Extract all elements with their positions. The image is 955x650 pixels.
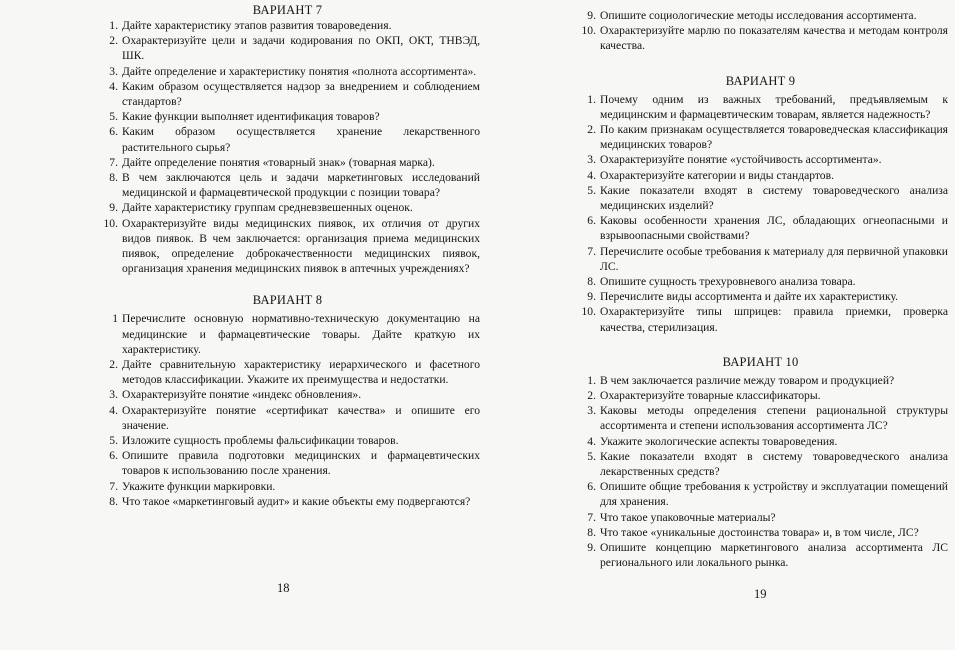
page-number-right: 19: [754, 587, 767, 601]
question-number: 2.: [587, 389, 596, 403]
question-number: 10.: [581, 305, 596, 319]
question-number: 1.: [587, 373, 596, 387]
question-text: Опишите общие требования к устройству и эксплуатации помещений для хранения.: [600, 480, 948, 509]
question-number: 1.: [109, 19, 118, 32]
question-number: 9.: [587, 9, 596, 22]
question-item: [573, 304, 948, 334]
question-number: 6.: [587, 480, 596, 494]
question-item: [573, 449, 948, 479]
question-item: [95, 18, 480, 33]
question-text: Охарактеризуйте понятие «индекс обновления».: [122, 388, 362, 402]
question-item: [95, 200, 480, 215]
page-number-left: 18: [277, 581, 290, 595]
question-text: Перечислите виды ассортимента и дайте их характеристику.: [600, 290, 899, 304]
question-text: Опишите правила подготовки медицинских и фармацевтических товаров к использованию после хранения.: [122, 449, 480, 478]
question-text: Охарактеризуйте понятие «сертификат качества» и опишите его значение.: [122, 403, 480, 432]
question-item: [573, 373, 948, 388]
left-page: [95, 0, 480, 509]
question-number: 8.: [587, 275, 596, 289]
variant-7-heading: ВАРИАНТ 7: [252, 3, 323, 17]
question-number: 2.: [109, 358, 118, 372]
question-number: 9.: [109, 201, 118, 215]
question-number: 8.: [587, 525, 596, 539]
question-text: Дайте определение понятия «товарный знак» (товарная марка).: [122, 155, 435, 169]
variant-8-heading: ВАРИАНТ 8: [252, 293, 323, 308]
question-item: [95, 403, 480, 433]
question-text: Дайте характеристику этапов развития товароведения.: [122, 19, 392, 32]
question-item: [573, 388, 948, 403]
question-item: [573, 122, 948, 152]
question-item: [573, 510, 948, 525]
question-text: Каковы методы определения степени рациональной структуры ассортимента и степени использования ассортимента ЛС?: [600, 404, 948, 433]
question-text: Укажите функции маркировки.: [122, 479, 276, 493]
variant-7-questions: [95, 18, 480, 276]
question-text: Изложите сущность проблемы фальсификации товаров.: [122, 434, 399, 448]
question-item: [573, 8, 948, 23]
variant-8-continued-questions: [573, 8, 948, 54]
question-item: [573, 92, 948, 122]
question-number: 6.: [109, 449, 118, 463]
question-item: [95, 216, 480, 277]
question-item: [95, 433, 480, 448]
question-item: [573, 183, 948, 213]
question-item: [573, 403, 948, 433]
question-number: 2.: [109, 34, 118, 48]
question-number: 8.: [109, 171, 118, 185]
question-number: 7.: [109, 155, 118, 169]
question-number: 4.: [587, 434, 596, 448]
question-number: 4.: [587, 168, 596, 182]
question-number: 10.: [103, 216, 118, 230]
question-item: [573, 23, 948, 53]
question-text: Охарактеризуйте категории и виды стандартов.: [600, 168, 834, 182]
question-item: [573, 274, 948, 289]
question-item: [95, 448, 480, 478]
question-text: Что такое упаковочные материалы?: [600, 510, 776, 524]
question-number: 7.: [587, 510, 596, 524]
question-text: Охарактеризуйте товарные классификаторы.: [600, 389, 821, 403]
question-number: 10.: [581, 24, 596, 38]
question-item: [95, 170, 480, 200]
question-item: [95, 311, 480, 357]
question-number: 5.: [587, 183, 596, 197]
question-item: [95, 479, 480, 494]
question-item: [95, 109, 480, 124]
variant-9-heading: ВАРИАНТ 9: [725, 73, 796, 88]
question-text: Опишите концепцию маркетингового анализа ассортимента ЛС регионального или локального рынка.: [600, 541, 948, 570]
question-text: Укажите экологические аспекты товароведения.: [600, 434, 838, 448]
variant-10-heading: ВАРИАНТ 10: [722, 354, 799, 369]
question-number: 3.: [109, 64, 118, 78]
question-text: Охарактеризуйте типы шприцев: правила приемки, проверка качества, стерилизация.: [600, 305, 948, 334]
question-text: Что такое «маркетинговый аудит» и какие объекты ему подвергаются?: [122, 494, 471, 508]
question-item: [573, 525, 948, 540]
question-number: 3.: [587, 153, 596, 167]
right-page: [573, 0, 948, 571]
question-text: Какие показатели входят в систему товароведческого анализа медицинских изделий?: [600, 183, 948, 213]
question-number: 5.: [109, 110, 118, 124]
question-number: 1: [112, 312, 118, 326]
variant-8-questions: [95, 311, 480, 509]
question-item: [573, 213, 948, 243]
question-text: Почему одним из важных требований, предъявляемым к медицинским и фармацевтическим товарам, является надежность?: [600, 92, 948, 121]
question-item: [573, 168, 948, 183]
question-item: [95, 124, 480, 154]
question-item: [95, 33, 480, 63]
question-number: 4.: [109, 403, 118, 417]
question-number: 6.: [109, 125, 118, 139]
question-item: [573, 244, 948, 274]
question-number: 4.: [109, 79, 118, 93]
question-text: Охарактеризуйте понятие «устойчивость ассортимента».: [600, 153, 882, 167]
question-text: Опишите сущность трехуровневого анализа товара.: [600, 275, 856, 289]
question-number: 7.: [109, 479, 118, 493]
question-number: 3.: [109, 388, 118, 402]
question-item: [95, 357, 480, 387]
question-text: Охарактеризуйте марлю по показателям качества и методам контроля качества.: [600, 24, 948, 53]
question-text: Какие функции выполняет идентификация товаров?: [122, 110, 380, 124]
variant-10-questions: [573, 373, 948, 571]
question-text: Что такое «уникальные достоинства товара» и, в том числе, ЛС?: [600, 525, 919, 539]
question-number: 7.: [587, 244, 596, 258]
question-number: 5.: [109, 434, 118, 448]
variant-9-questions: [573, 92, 948, 335]
question-item: [573, 152, 948, 167]
question-text: Каким образом осуществляется надзор за внедрением и соблюдением стандартов?: [122, 79, 480, 109]
question-text: Какие показатели входят в систему товароведческого анализа лекарственных средств?: [600, 449, 948, 479]
question-item: [95, 155, 480, 170]
question-text: По каким признакам осуществляется товароведческая классификация медицинских товаров?: [600, 123, 948, 152]
question-item: [573, 289, 948, 304]
question-number: 2.: [587, 123, 596, 137]
question-text: Каковы особенности хранения ЛС, обладающих огнеопасными и взрывоопасными свойствами?: [600, 214, 948, 243]
question-number: 8.: [109, 494, 118, 508]
question-text: Каким образом осуществляется хранение лекарственного растительного сырья?: [122, 125, 480, 154]
question-text: Перечислите основную нормативно-техническую документацию на медицинские и фармацевтические товары. Дайте краткую их характеристику.: [122, 312, 480, 356]
question-item: [573, 479, 948, 509]
question-text: Дайте определение и характеристику понятия «полнота ассортимента».: [122, 64, 477, 78]
question-text: Дайте сравнительную характеристику иерархического и фасетного методов классификации. Укажите их преимущества и недостатки.: [122, 358, 480, 387]
question-text: Опишите социологические методы исследования ассортимента.: [600, 9, 917, 22]
question-number: 6.: [587, 214, 596, 228]
question-text: В чем заключается различие между товаром и продукцией?: [600, 373, 895, 387]
question-item: [95, 79, 480, 109]
question-text: В чем заключаются цель и задачи маркетинговых исследований медицинской и фармацевтической продукции с позиции товара?: [122, 171, 480, 200]
question-item: [573, 540, 948, 570]
question-number: 9.: [587, 290, 596, 304]
question-text: Дайте характеристику группам средневзвешенных оценок.: [122, 201, 413, 215]
question-number: 1.: [587, 92, 596, 106]
question-text: Перечислите особые требования к материалу для первичной упаковки ЛС.: [600, 244, 948, 273]
question-item: [573, 434, 948, 449]
question-number: 3.: [587, 404, 596, 418]
question-number: 5.: [587, 449, 596, 463]
question-item: [95, 64, 480, 79]
question-item: [95, 387, 480, 402]
question-text: Охарактеризуйте виды медицинских пиявок, их отличия от других видов пиявок. В чем заключается: организация приема медицинских пиявок, определение доброкачественности медицинских пиявок, организация хранения медицинских пиявок в аптечных учреждениях?: [122, 216, 480, 276]
question-text: Охарактеризуйте цели и задачи кодирования по ОКП, ОКТ, ТНВЭД, ШК.: [122, 34, 480, 63]
question-item: [95, 494, 480, 509]
question-number: 9.: [587, 541, 596, 555]
